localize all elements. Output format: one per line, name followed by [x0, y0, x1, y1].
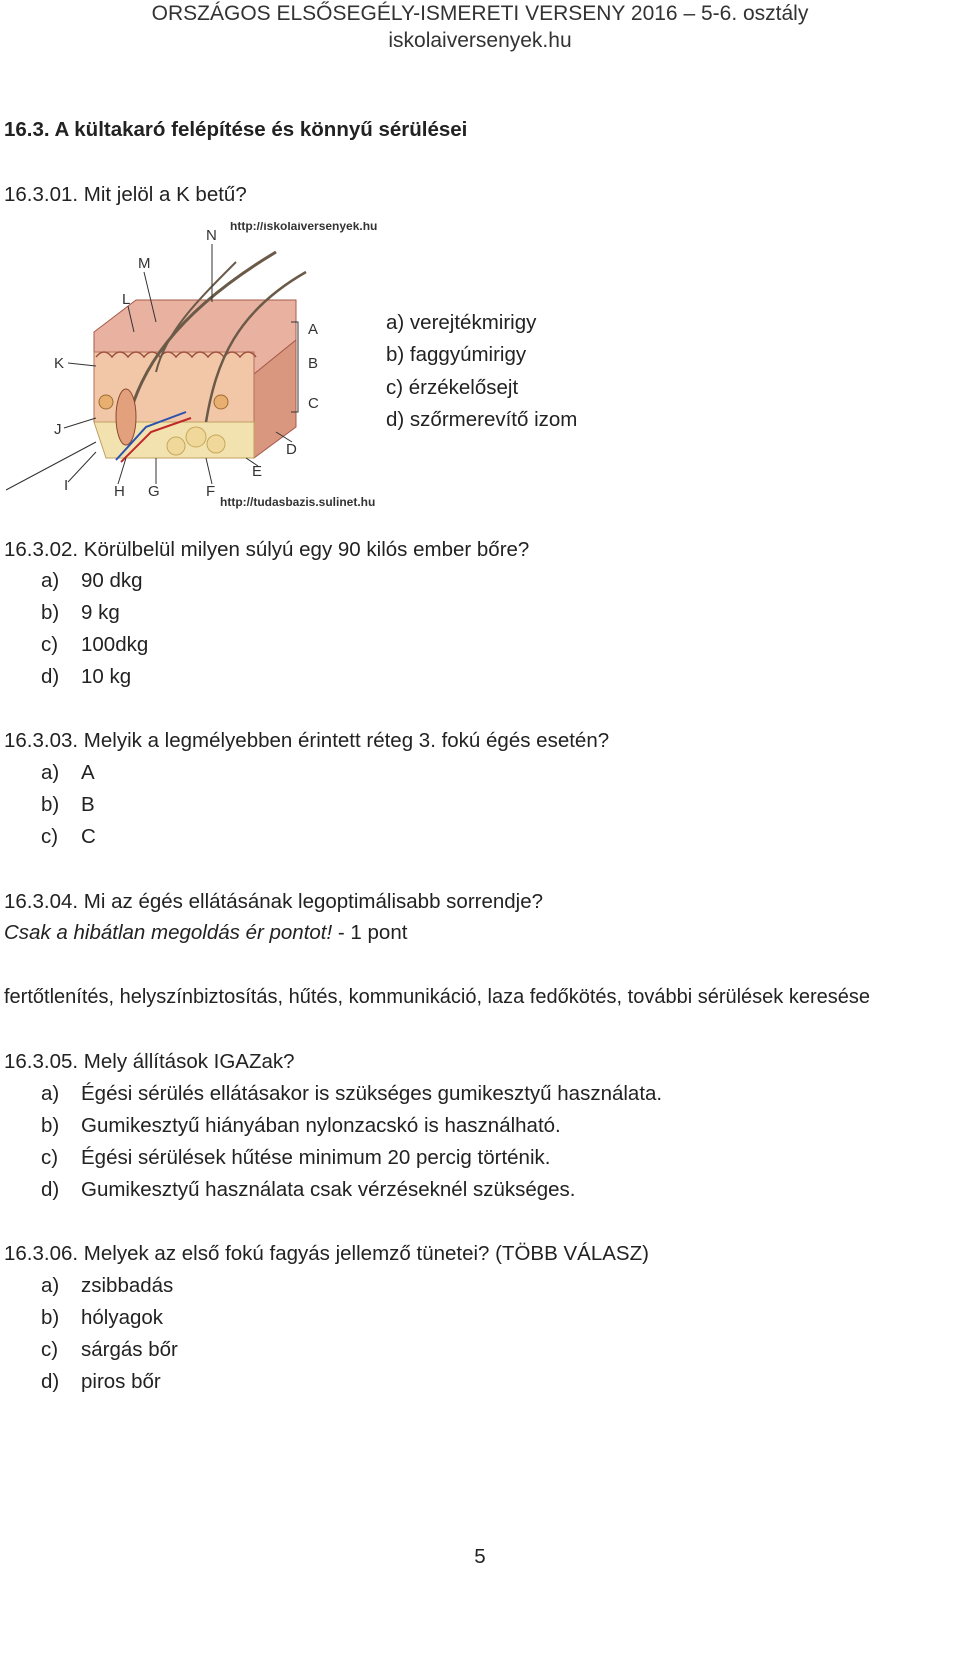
q6-option-d: d) piros bőr [41, 1370, 161, 1393]
diagram-url-bottom: http://tudasbazis.sulinet.hu [220, 495, 376, 509]
page-number: 5 [474, 1545, 486, 1568]
q6-option-a: a) zsibbadás [41, 1274, 174, 1297]
q5-option-c: c) Égési sérülések hűtése minimum 20 percig történik. [41, 1146, 551, 1169]
q6-option-b: b) hólyagok [41, 1306, 164, 1329]
q5-option-b: b) Gumikesztyű hiányában nylonzacskó is használható. [41, 1114, 561, 1137]
question-16-3-03: 16.3.03. Melyik a legmélyebben érintett réteg 3. fokú égés esetén? [4, 729, 610, 752]
q2-option-d: d) 10 kg [41, 665, 132, 688]
q2-option-c: c) 100dkg [41, 633, 149, 656]
q4-items: fertőtlenítés, helyszínbiztosítás, hűtés, kommunikáció, laza fedőkötés, további sérülések keresése [4, 986, 870, 1008]
q5-option-a: a) Égési sérülés ellátásakor is szükséges gumikesztyű használata. [41, 1082, 663, 1105]
section-title: 16.3. A kültakaró felépítése és könnyű sérülései [4, 118, 468, 141]
label-d: D [286, 441, 297, 458]
label-l: L [122, 291, 131, 308]
diagram-url-top: http://iskolaiversenyek.hu [230, 222, 378, 233]
question-16-3-01: 16.3.01. Mit jelöl a K betű? [4, 183, 247, 206]
label-e: E [252, 463, 263, 480]
label-f: F [206, 483, 216, 500]
question-16-3-02: 16.3.02. Körülbelül milyen súlyú egy 90 kilós ember bőre? [4, 538, 530, 561]
q1-option-d: d) szőrmerevítő izom [386, 408, 578, 431]
q5-option-d: d) Gumikesztyű használata csak vérzéseknél szükséges. [41, 1178, 576, 1201]
q2-option-b: b) 9 kg [41, 601, 120, 624]
label-a: A [308, 321, 319, 338]
skin-diagram [6, 222, 386, 540]
label-j: J [54, 421, 62, 438]
question-16-3-06: 16.3.06. Melyek az első fokú fagyás jellemző tünetei? (TÖBB VÁLASZ) [4, 1242, 649, 1265]
q1-option-b: b) faggyúmirigy [386, 343, 527, 366]
q4-note-points: - 1 pont [332, 921, 408, 944]
question-16-3-04: 16.3.04. Mi az égés ellátásának legoptimálisabb sorrendje? [4, 890, 544, 913]
header-site: iskolaiversenyek.hu [388, 29, 572, 52]
q1-option-c: c) érzékelősejt [386, 376, 519, 399]
q3-option-b: b) B [41, 793, 95, 816]
label-n: N [206, 227, 217, 244]
label-i: I [64, 477, 69, 494]
q3-option-a: a) A [41, 761, 95, 784]
header-title: ORSZÁGOS ELSŐSEGÉLY-ISMERETI VERSENY 2016 – 5-6. osztály [151, 2, 809, 25]
label-m: M [138, 255, 151, 272]
label-h: H [114, 483, 125, 500]
question-16-3-05: 16.3.05. Mely állítások IGAZak? [4, 1050, 295, 1073]
q6-option-c: c) sárgás bőr [41, 1338, 178, 1361]
skin-cross-section-image [6, 222, 386, 540]
q2-option-a: a) 90 dkg [41, 569, 143, 592]
q3-option-c: c) C [41, 825, 96, 848]
label-g: G [148, 483, 160, 500]
label-b: B [308, 355, 319, 372]
label-k: K [54, 355, 65, 372]
label-c: C [308, 395, 319, 412]
q4-note [4, 921, 407, 945]
q4-note-italic: Csak a hibátlan megoldás ér pontot! [4, 921, 333, 944]
q1-option-a: a) verejtékmirigy [386, 311, 537, 334]
